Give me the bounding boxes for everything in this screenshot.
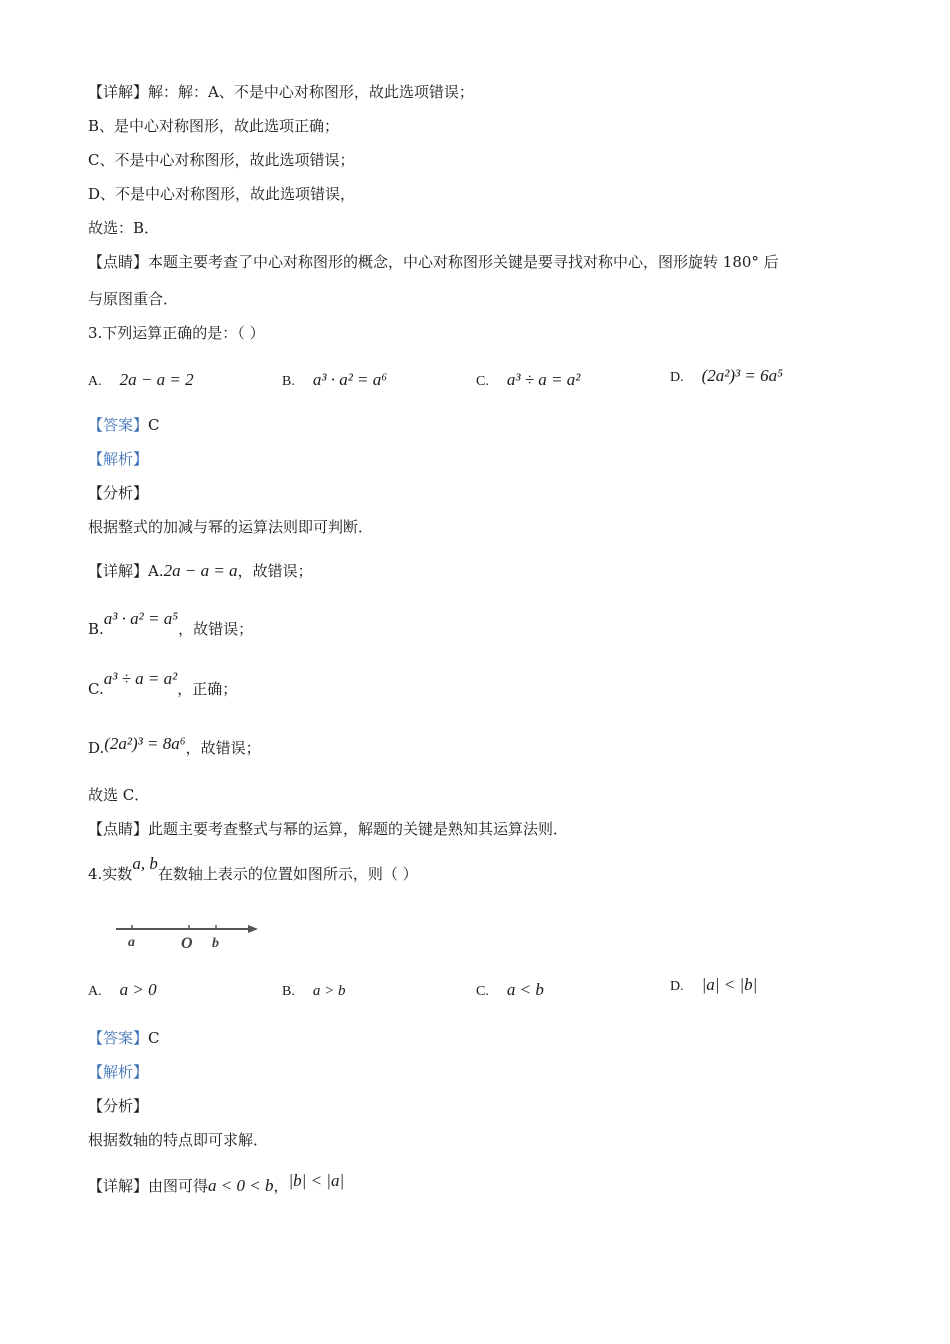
q4-analysis-tag: 【解析】 bbox=[88, 1063, 149, 1081]
q2-choice: 故选：B． bbox=[88, 219, 160, 237]
detail-suffix: ，正确； bbox=[177, 680, 238, 698]
q3-detail-b bbox=[88, 609, 254, 639]
q3-answer bbox=[88, 415, 160, 435]
q3-fenxi-text: 根据整式的加减与幂的运算法则即可判断． bbox=[88, 518, 374, 536]
detail-prefix: 【详解】A. bbox=[88, 562, 164, 580]
q3-detail-a bbox=[88, 561, 313, 581]
q3-choice: 故选 C． bbox=[88, 786, 150, 804]
axis-label-o: O bbox=[181, 935, 193, 952]
option-letter: A. bbox=[88, 984, 102, 999]
answer-value: C bbox=[148, 1029, 160, 1047]
q2-detail-a: 【详解】解：解：A、不是中心对称图形，故此选项错误； bbox=[88, 83, 474, 101]
q2-comment-2: 与原图重合． bbox=[88, 290, 179, 308]
stem-variables: a, b bbox=[132, 854, 158, 873]
detail-expression-1: a < 0 < b bbox=[208, 1176, 274, 1195]
detail-separator: ， bbox=[273, 1177, 289, 1195]
q3-option-a bbox=[88, 370, 194, 392]
detail-prefix: D. bbox=[88, 739, 105, 757]
detail-expression: (2a²)³ = 8a⁶ bbox=[104, 734, 186, 753]
option-expression: a³ ÷ a = a² bbox=[506, 370, 581, 389]
q4-stem bbox=[88, 854, 418, 884]
answer-value: C bbox=[148, 416, 160, 434]
detail-expression: a³ ÷ a = a² bbox=[103, 669, 178, 688]
option-letter: C. bbox=[476, 374, 489, 389]
option-expression: a > 0 bbox=[119, 980, 157, 999]
q4-answer bbox=[88, 1028, 160, 1048]
detail-prefix: 【详解】由图可得 bbox=[88, 1177, 209, 1195]
q3-fenxi-tag: 【分析】 bbox=[88, 484, 149, 502]
arrow-head-icon bbox=[248, 925, 258, 933]
axis-label-a: a bbox=[128, 935, 135, 950]
q3-stem: 3.下列运算正确的是：（ ） bbox=[88, 324, 265, 342]
detail-expression: a³ · a² = a⁵ bbox=[103, 609, 179, 628]
axis-label-b: b bbox=[212, 936, 219, 951]
q3-option-b bbox=[282, 370, 387, 392]
detail-expression: 2a − a = a bbox=[163, 561, 238, 580]
answer-tag: 【答案】 bbox=[88, 416, 149, 434]
option-expression: |a| < |b| bbox=[701, 975, 758, 994]
option-letter: C. bbox=[476, 984, 489, 999]
number-line-figure bbox=[112, 915, 262, 955]
option-letter: D. bbox=[670, 979, 684, 994]
q4-option-b bbox=[282, 980, 345, 1002]
option-expression: a < b bbox=[506, 980, 544, 999]
detail-expression-2: |b| < |a| bbox=[288, 1171, 345, 1190]
q3-option-d bbox=[670, 366, 783, 388]
q4-fenxi-text: 根据数轴的特点即可求解． bbox=[88, 1131, 269, 1149]
detail-suffix: ，故错误； bbox=[237, 562, 313, 580]
detail-suffix: ，故错误； bbox=[185, 739, 261, 757]
option-letter: B. bbox=[282, 374, 295, 389]
detail-prefix: B. bbox=[88, 620, 104, 638]
q3-analysis-tag: 【解析】 bbox=[88, 450, 149, 468]
q2-detail-d: D、不是中心对称图形，故此选项错误， bbox=[88, 185, 356, 203]
option-expression: a > b bbox=[312, 983, 346, 999]
q3-detail-c bbox=[88, 669, 238, 699]
q4-option-a bbox=[88, 980, 157, 1002]
stem-suffix: 在数轴上表示的位置如图所示，则（ ） bbox=[157, 865, 418, 883]
stem-prefix: 4.实数 bbox=[88, 865, 133, 883]
q2-detail-b: B、是中心对称图形，故此选项正确； bbox=[88, 117, 340, 135]
detail-suffix: ，故错误； bbox=[178, 620, 254, 638]
option-letter: B. bbox=[282, 984, 295, 999]
q3-option-c bbox=[476, 370, 580, 392]
option-expression: 2a − a = 2 bbox=[119, 370, 194, 389]
answer-tag: 【答案】 bbox=[88, 1029, 149, 1047]
q4-detail bbox=[88, 1171, 345, 1196]
q2-detail-c: C、不是中心对称图形，故此选项错误； bbox=[88, 151, 355, 169]
option-expression: a³ · a² = a⁶ bbox=[312, 370, 388, 389]
q3-comment: 【点睛】此题主要考查整式与幂的运算，解题的关键是熟知其运算法则． bbox=[88, 820, 569, 838]
detail-prefix: C. bbox=[88, 680, 104, 698]
option-letter: A. bbox=[88, 374, 102, 389]
q4-option-c bbox=[476, 980, 544, 1002]
option-expression: (2a²)³ = 6a⁵ bbox=[701, 366, 784, 385]
q3-detail-d bbox=[88, 734, 261, 758]
option-letter: D. bbox=[670, 370, 684, 385]
q4-option-d bbox=[670, 975, 757, 997]
q2-comment-1: 【点睛】本题主要考查了中心对称图形的概念，中心对称图形关键是要寻找对称中心，图形旋转 180° 后 bbox=[88, 253, 779, 271]
q4-fenxi-tag: 【分析】 bbox=[88, 1097, 149, 1115]
